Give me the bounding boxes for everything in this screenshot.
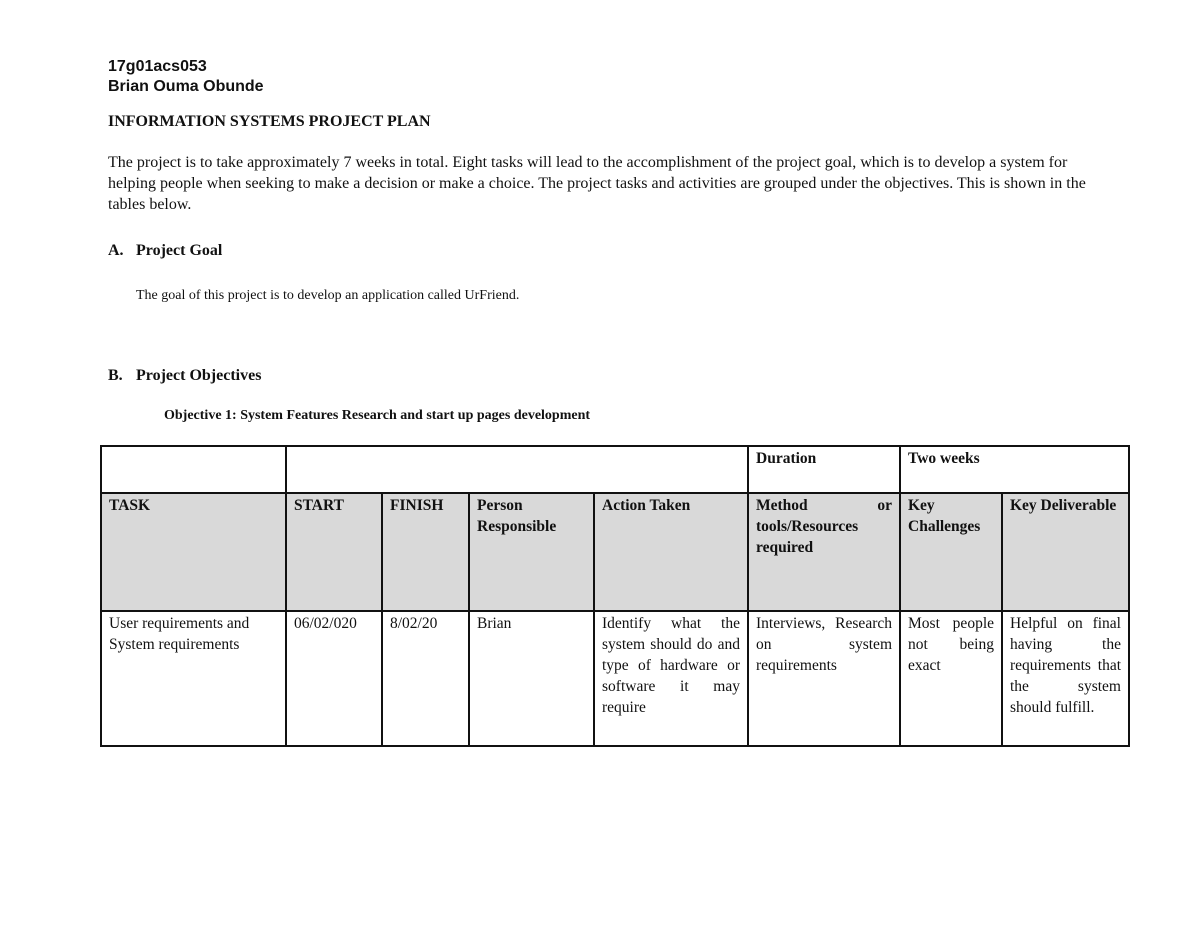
- author-name: Brian Ouma Obunde: [108, 78, 264, 95]
- header-person-responsible: Person Responsible: [469, 493, 594, 611]
- table-header-row: [101, 493, 1129, 611]
- row-action: Identify what the system should do and type of hardware or software it may require: [594, 611, 748, 746]
- header-action-taken: Action Taken: [594, 493, 748, 611]
- project-goal-text: The goal of this project is to develop an application called UrFriend.: [136, 288, 520, 303]
- table-cell-empty: [286, 446, 748, 493]
- section-a-heading: [108, 241, 222, 260]
- section-b-title: Project Objectives: [136, 367, 262, 384]
- section-a-title: Project Goal: [136, 242, 223, 259]
- row-challenges: Most people not being exact: [900, 611, 1002, 746]
- header-task: TASK: [101, 493, 286, 611]
- objective-1-table: [100, 445, 1130, 747]
- table-duration-row: [101, 446, 1129, 493]
- header-key-deliverable: Key Deliverable: [1002, 493, 1129, 611]
- objective-1-heading: Objective 1: System Features Research and start up pages development: [164, 408, 591, 423]
- header-method: Method or tools/Resources required: [748, 493, 900, 611]
- document-title: INFORMATION SYSTEMS PROJECT PLAN: [108, 113, 431, 130]
- row-finish: 8/02/20: [382, 611, 469, 746]
- row-task: User requirements and System requirements: [101, 611, 286, 746]
- row-start: 06/02/020: [286, 611, 382, 746]
- section-b-letter: B.: [108, 367, 123, 384]
- registration-number: 17g01acs053: [108, 58, 207, 75]
- section-a-letter: A.: [108, 242, 124, 259]
- section-b-heading: [108, 366, 261, 385]
- duration-value: Two weeks: [900, 446, 1129, 493]
- table-row: [101, 611, 1129, 746]
- header-start: START: [286, 493, 382, 611]
- row-method: Interviews, Research on system requirements: [748, 611, 900, 746]
- table-cell-empty: [101, 446, 286, 493]
- row-person: Brian: [469, 611, 594, 746]
- header-key-challenges: Key Challenges: [900, 493, 1002, 611]
- header-finish: FINISH: [382, 493, 469, 611]
- intro-paragraph: The project is to take approximately 7 weeks in total. Eight tasks will lead to the accomplishment of the project goal, which is to develop a system for helping people when seeking to make a decision or make a choice. The project tasks and activities are grouped under the objectives. This is shown in the tables below.: [108, 154, 1086, 213]
- duration-label: Duration: [748, 446, 900, 493]
- row-deliverable: Helpful on final having the requirements that the system should fulfill.: [1002, 611, 1129, 746]
